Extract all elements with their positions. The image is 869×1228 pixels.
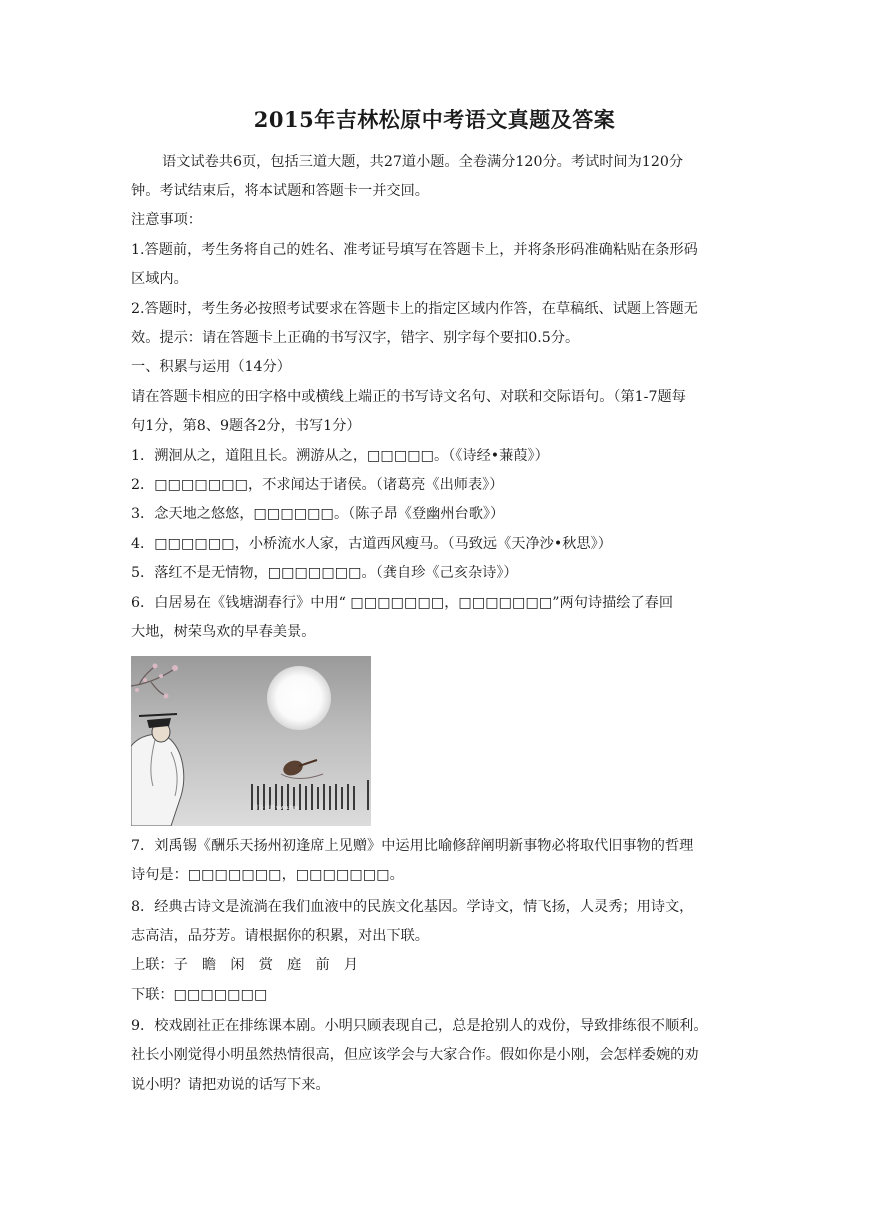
illustration-graphic <box>131 656 371 826</box>
pipa-instrument <box>281 758 323 778</box>
section-heading: 一、积累与运用（14分） <box>131 359 291 375</box>
couplet-lower: 下联：□□□□□□□ <box>131 987 268 1003</box>
question-6-line-1: 6．白居易在《钱塘湖春行》中用“ □□□□□□□，□□□□□□□”两句诗描绘了春回 <box>131 595 674 611</box>
question-7-line-2: 诗句是：□□□□□□□，□□□□□□□。 <box>131 867 404 883</box>
notice-item-2-line-1: 2.答题时，考生务必按照考试要求在答题卡上的指定区域内作答，在草稿纸、试题上答题无 <box>131 301 698 317</box>
question-6-line-2: 大地，树荣鸟欢的早春美景。 <box>131 624 316 640</box>
intro-line-1: 语文试卷共6页，包括三道大题，共27道小题。全卷满分120分。考试时间为120分 <box>162 154 684 170</box>
notice-item-2-line-2: 效。提示：请在答题卡上正确的书写汉字，错字、别字每个要扣0.5分。 <box>131 330 580 346</box>
question-9-line-2: 社长小刚觉得小明虽然热情很高，但应该学会与大家合作。假如你是小刚，会怎样委婉的劝 <box>131 1047 699 1063</box>
section-instruction-line-2: 句1分，第8、9题各2分，书写1分） <box>131 418 361 434</box>
question-9-line-3: 说小明？请把劝说的话写下来。 <box>131 1077 330 1093</box>
illustration-poet-moon <box>131 656 371 826</box>
notice-heading: 注意事项： <box>131 212 202 228</box>
question-3: 3．念天地之悠悠，□□□□□□。（陈子昂《登幽州台歌》） <box>131 506 505 522</box>
question-4: 4．□□□□□□，小桥流水人家，古道西风瘦马。（马致远《天净沙•秋思》） <box>131 536 612 552</box>
section-instruction-line-1: 请在答题卡相应的田字格中或横线上端正的书写诗文名句、对联和交际语句。（第1-7题每 <box>131 389 686 405</box>
question-1: 1．溯洄从之，道阻且长。溯游从之，□□□□□。（《诗经•蒹葭》） <box>131 448 549 464</box>
document-title: 2015年吉林松原中考语文真题及答案 <box>253 107 616 132</box>
illustration-watermark: 同文·诗词 www.hao <box>253 805 299 811</box>
notice-item-1-line-2: 区域内。 <box>131 271 188 287</box>
question-8-line-1: 8．经典古诗文是流淌在我们血液中的民族文化基因。学诗文，情飞扬，人灵秀；用诗文， <box>131 899 694 915</box>
question-9-line-1: 9．校戏剧社正在排练课本剧。小明只顾表现自己，总是抢别人的戏份，导致排练很不顺利。 <box>131 1018 708 1034</box>
poet-figure <box>131 714 184 826</box>
question-2: 2．□□□□□□□，不求闻达于诸侯。（诸葛亮《出师表》） <box>131 477 504 493</box>
question-7-line-1: 7．刘禹锡《酬乐天扬州初逢席上见赠》中运用比喻修辞阐明新事物必将取代旧事物的哲理 <box>131 838 694 854</box>
intro-line-2: 钟。考试结束后，将本试题和答题卡一并交回。 <box>131 183 429 199</box>
moon-shape <box>267 666 331 730</box>
question-5: 5．落红不是无情物，□□□□□□□。（龚自珍《己亥杂诗》） <box>131 565 518 581</box>
couplet-upper: 上联：子 瞻 闲 赏 庭 前 月 <box>131 957 359 973</box>
question-8-line-2: 志高洁，品芬芳。请根据你的积累，对出下联。 <box>131 928 429 944</box>
notice-item-1-line-1: 1.答题前，考生务将自己的姓名、准考证号填写在答题卡上，并将条形码准确粘贴在条形码 <box>131 242 698 258</box>
